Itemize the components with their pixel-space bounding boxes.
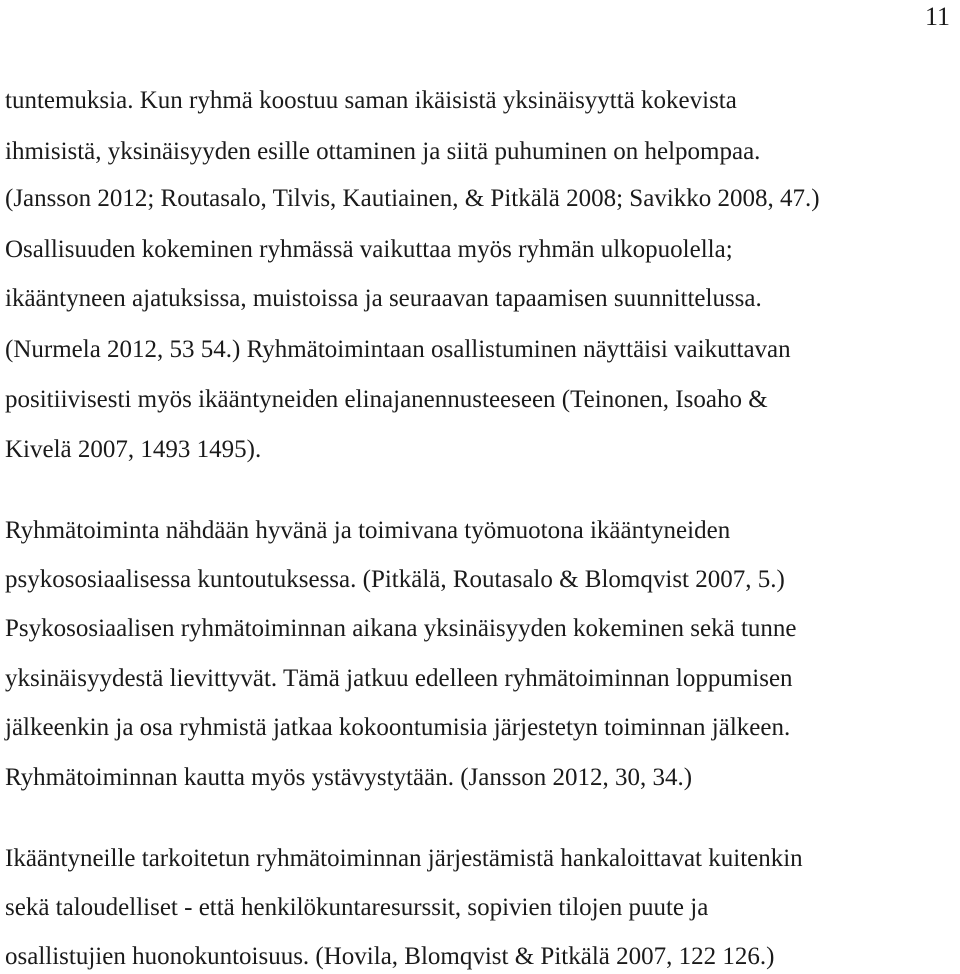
text-line: jälkeenkin ja osa ryhmistä jatkaa kokoontumisia järjestetyn toiminnan jälkeen. — [5, 714, 791, 741]
text-line: positiivisesti myös ikääntyneiden elinajanennusteeseen (Teinonen, Isoaho & — [5, 386, 768, 413]
text-line: Kivelä 2007, 1493 1495). — [5, 436, 262, 463]
text-line: (Nurmela 2012, 53 54.) Ryhmätoimintaan osallistuminen näyttäisi vaikuttavan — [5, 336, 791, 363]
text-line: yksinäisyydestä lievittyvät. Tämä jatkuu edelleen ryhmätoiminnan loppumisen — [5, 665, 793, 692]
text-line: Ikääntyneille tarkoitetun ryhmätoiminnan järjestämistä hankaloittavat kuitenkin — [5, 845, 803, 872]
text-line: tuntemuksia. Kun ryhmä koostuu saman ikäisistä yksinäisyyttä kokevista — [5, 87, 737, 114]
page-number: 11 — [924, 2, 950, 31]
text-line: osallistujien huonokuntoisuus. (Hovila, Blomqvist & Pitkälä 2007, 122 126.) — [5, 943, 775, 970]
text-line: sekä taloudelliset - että henkilökuntaresurssit, sopivien tilojen puute ja — [5, 894, 709, 921]
text-line: Osallisuuden kokeminen ryhmässä vaikuttaa myös ryhmän ulkopuolella; — [5, 236, 733, 263]
text-line: ihmisistä, yksinäisyyden esille ottaminen ja siitä puhuminen on helpompaa. — [5, 138, 761, 165]
text-line: ikääntyneen ajatuksissa, muistoissa ja seuraavan tapaamisen suunnittelussa. — [5, 285, 762, 312]
text-line: Psykososiaalisen ryhmätoiminnan aikana yksinäisyyden kokeminen sekä tunne — [5, 615, 797, 642]
text-line: Ryhmätoiminta nähdään hyvänä ja toimivana työmuotona ikääntyneiden — [5, 517, 731, 544]
text-line: psykososiaalisessa kuntoutuksessa. (Pitkälä, Routasalo & Blomqvist 2007, 5.) — [5, 566, 785, 593]
text-line: (Jansson 2012; Routasalo, Tilvis, Kautiainen, & Pitkälä 2008; Savikko 2008, 47.) — [5, 185, 820, 212]
text-line: Ryhmätoiminnan kautta myös ystävystytään. (Jansson 2012, 30, 34.) — [5, 764, 693, 791]
